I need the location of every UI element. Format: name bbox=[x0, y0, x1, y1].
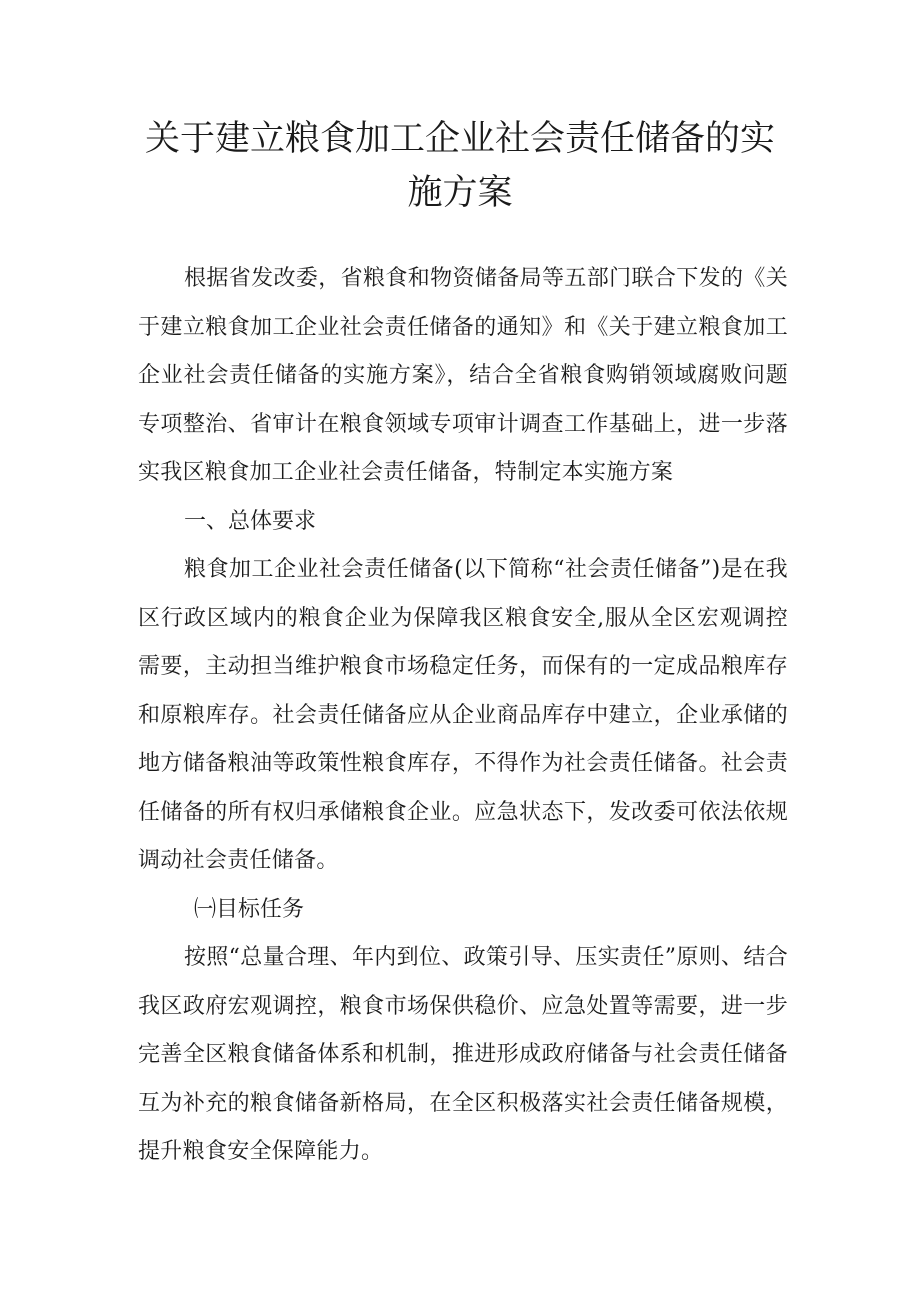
document-body bbox=[138, 255, 788, 1177]
intro-paragraph: 根据省发改委，省粮食和物资储备局等五部门联合下发的《关于建立粮食加工企业社会责任储备的通知》和《关于建立粮食加工企业社会责任储备的实施方案》，结合全省粮食购销领域腐败问题专项整治、省审计在粮食领域专项审计调查工作基础上，进一步落实我区粮食加工企业社会责任储备，特制定本实施方案 bbox=[138, 266, 788, 485]
subsection-heading-targets: ㈠目标任务 bbox=[194, 896, 305, 922]
document-title: 关于建立粮食加工企业社会责任储备的实施方案 bbox=[144, 119, 775, 213]
targets-paragraph: 按照“总量合理、年内到位、政策引导、压实责任”原则、结合我区政府宏观调控，粮食市场保供稳价、应急处置等需要，进一步完善全区粮食储备体系和机制，推进形成政府储备与社会责任储备互为补充的粮食储备新格局，在全区积极落实社会责任储备规模，提升粮食安全保障能力。 bbox=[138, 945, 788, 1164]
section-heading-general-requirements: 一、总体要求 bbox=[184, 508, 317, 534]
general-requirements-paragraph: 粮食加工企业社会责任储备(以下简称“社会责任储备”)是在我区行政区域内的粮食企业为保障我区粮食安全,服从全区宏观调控需要，主动担当维护粮食市场稳定任务，而保有的一定成品粮库存和原粮库存。社会责任储备应从企业商品库存中建立，企业承储的地方储备粮油等政策性粮食库存，不得作为社会责任储备。社会责任储备的所有权归承储粮食企业。应急状态下，发改委可依法依规调动社会责任储备。 bbox=[138, 557, 788, 873]
